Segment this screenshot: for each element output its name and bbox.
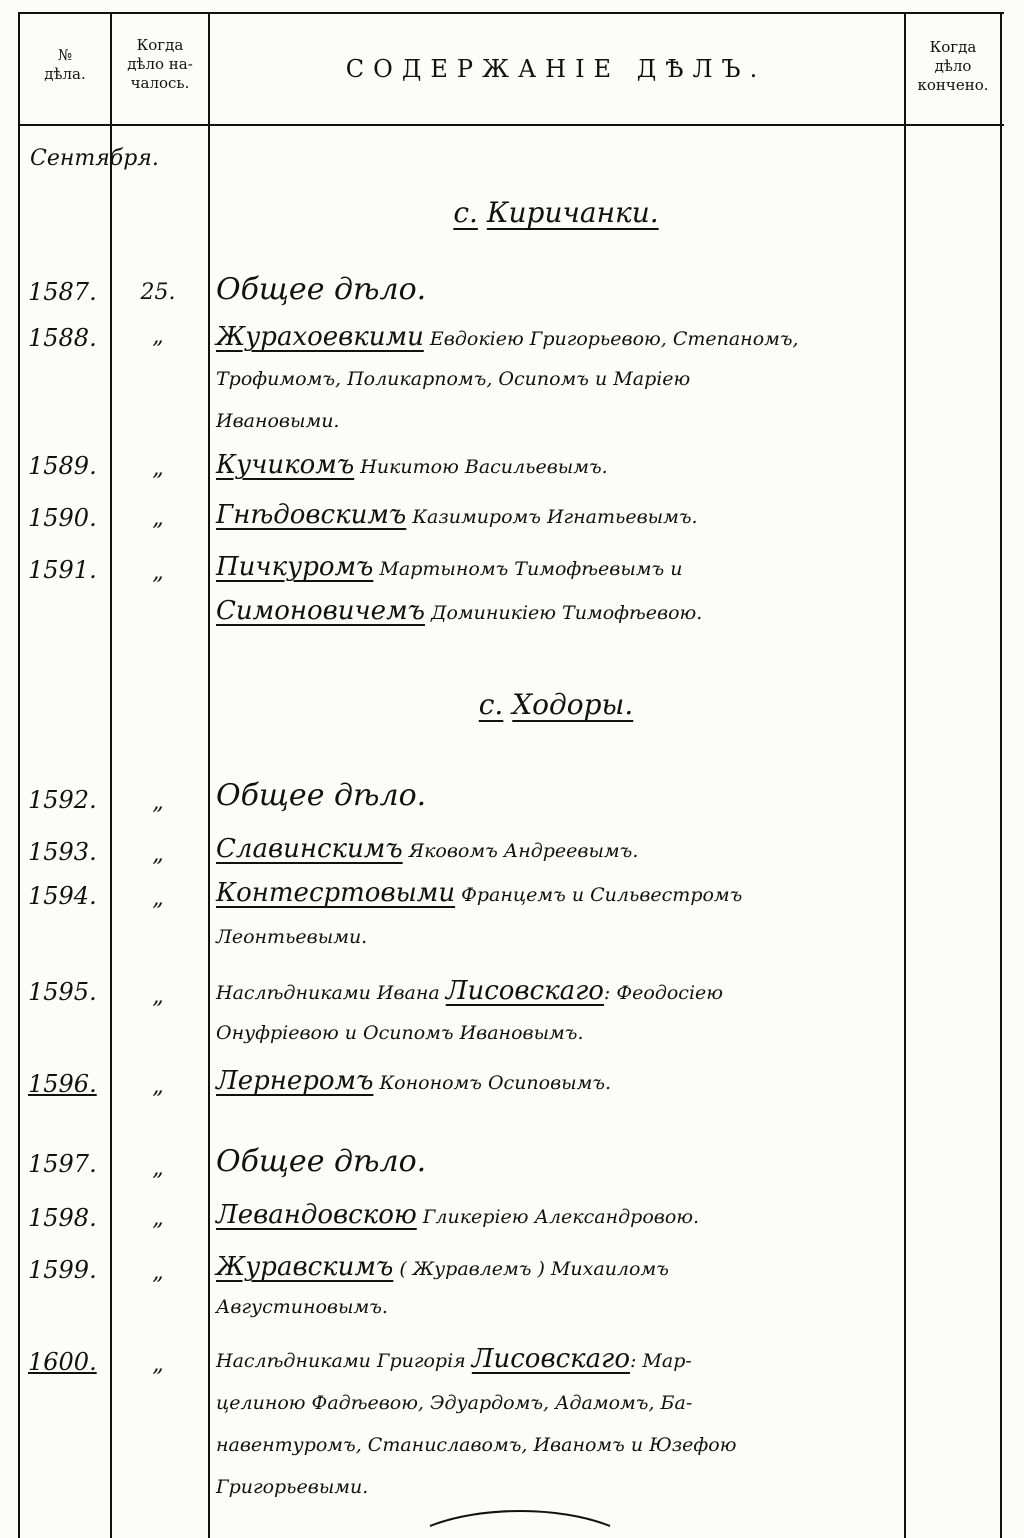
- start-day: „: [152, 456, 164, 481]
- case-number: 1599.: [28, 1256, 97, 1284]
- case-number: 1590.: [28, 504, 97, 532]
- entry-text: [216, 834, 638, 864]
- header-rule: [18, 124, 1004, 126]
- village-heading: [210, 688, 902, 721]
- entry-text: [216, 976, 723, 1006]
- case-number: 1594.: [28, 882, 97, 910]
- column-divider-number: [110, 12, 112, 1538]
- entry-continuation: Леонтьевыми.: [216, 926, 368, 948]
- start-day: „: [152, 324, 164, 349]
- case-number: 1592.: [28, 786, 97, 814]
- start-day: „: [152, 506, 164, 531]
- entry-text: [216, 322, 799, 352]
- entry-names: : Феодосіею: [603, 982, 723, 1004]
- header-start-line1: Когда: [136, 36, 184, 54]
- entry-text: [216, 1066, 611, 1096]
- entry-continuation: навентуромъ, Станиславомъ, Иваномъ и Юзефою: [216, 1434, 737, 1456]
- entry-prefix: Наслѣдниками Ивана: [216, 982, 440, 1004]
- entry-surname: Лисовскаго: [445, 976, 604, 1006]
- start-day: „: [152, 842, 164, 867]
- case-number: 1589.: [28, 452, 97, 480]
- village-prefix: с.: [453, 196, 478, 229]
- entry-surname: Пичкуромъ: [216, 552, 374, 582]
- entry-surname: Журавскимъ: [216, 1252, 394, 1282]
- case-number: 1595.: [28, 978, 97, 1006]
- top-rule: [18, 12, 1004, 14]
- entry-names: Евдокіею Григорьевою, Степаномъ,: [429, 328, 799, 350]
- entry-surname: Контесртовыми: [216, 878, 456, 908]
- entry-text: Общее дѣло.: [216, 1144, 427, 1179]
- entry-text: [216, 552, 683, 582]
- header-start: [112, 36, 208, 93]
- entry-continuation: Августиновымъ.: [216, 1296, 388, 1318]
- column-divider-end: [904, 12, 906, 1538]
- header-end: [906, 38, 1000, 95]
- entry-surname: Журахоевкими: [216, 322, 424, 352]
- village-name: Киричанки.: [486, 196, 659, 229]
- start-day: „: [152, 1352, 164, 1377]
- case-number: 1587.: [28, 278, 97, 306]
- entry-continuation: Онуфріевою и Осипомъ Ивановымъ.: [216, 1022, 584, 1044]
- start-day: 25.: [140, 280, 176, 305]
- village-prefix: с.: [478, 688, 504, 721]
- entry-text: Общее дѣло.: [216, 778, 427, 813]
- header-number-label: дѣла.: [44, 65, 86, 83]
- entry-text: [216, 450, 608, 480]
- entry-names: Гликеріею Александровою.: [422, 1206, 700, 1228]
- start-day: „: [152, 886, 164, 911]
- entry-text: [216, 1344, 692, 1374]
- header-number: [20, 46, 110, 84]
- entry-surname: Лернеромъ: [216, 1066, 374, 1096]
- header-title: СОДЕРЖАНІЕ ДѢЛЪ.: [345, 55, 767, 83]
- entry-text: Общее дѣло.: [216, 272, 427, 307]
- village-name: Ходоры.: [512, 688, 634, 721]
- entry-names: Казимиромъ Игнатьевымъ.: [412, 506, 698, 528]
- entry-names: Никитою Васильевымъ.: [360, 456, 608, 478]
- entry-surname: Симоновичемъ: [216, 596, 425, 626]
- start-day: „: [152, 1206, 164, 1231]
- entry-names: Яковомъ Андреевымъ.: [408, 840, 639, 862]
- entry-names: Доминикіею Тимофѣевою.: [431, 602, 703, 624]
- case-number: 1596.: [28, 1070, 97, 1098]
- start-day: „: [152, 984, 164, 1009]
- entry-text: [216, 878, 742, 908]
- entry-continuation: Григорьевыми.: [216, 1476, 369, 1498]
- start-day: „: [152, 1260, 164, 1285]
- case-number: 1600.: [28, 1348, 97, 1376]
- case-number: 1598.: [28, 1204, 97, 1232]
- entry-text: [216, 1200, 699, 1230]
- entry-surname: Лисовскаго: [471, 1344, 630, 1374]
- entry-names: Францемъ и Сильвестромъ: [461, 884, 743, 906]
- entry-continuation: Ивановыми.: [216, 410, 340, 432]
- entry-surname: Гнѣдовскимъ: [216, 500, 407, 530]
- left-border: [18, 12, 20, 1538]
- start-day: „: [152, 560, 164, 585]
- start-day: „: [152, 1156, 164, 1181]
- flourish-mark: [420, 1496, 620, 1536]
- village-heading: [210, 196, 902, 229]
- entry-surname: Славинскимъ: [216, 834, 403, 864]
- header-start-line3: чалось.: [130, 74, 190, 92]
- entry-names: Конономъ Осиповымъ.: [379, 1072, 612, 1094]
- entry-names: ( Журавлемъ ) Михаиломъ: [399, 1258, 669, 1280]
- start-day: „: [152, 1074, 164, 1099]
- header-end-line1: Когда: [929, 38, 977, 56]
- case-number: 1591.: [28, 556, 97, 584]
- entry-continuation: [216, 596, 702, 626]
- entry-names: Мартыномъ Тимофѣевымъ и: [379, 558, 683, 580]
- column-divider-start: [208, 12, 210, 1538]
- entry-surname: Кучикомъ: [216, 450, 355, 480]
- entry-text: [216, 1252, 669, 1282]
- entry-names: : Мар-: [629, 1350, 692, 1372]
- entry-continuation: Трофимомъ, Поликарпомъ, Осипомъ и Маріею: [216, 368, 691, 390]
- entry-surname: Левандовскою: [216, 1200, 417, 1230]
- header-end-line2: дѣло: [934, 57, 972, 75]
- entry-prefix: Наслѣдниками Григорія: [216, 1350, 466, 1372]
- header-start-line2: дѣло на-: [127, 55, 193, 73]
- case-number: 1593.: [28, 838, 97, 866]
- start-day: „: [152, 790, 164, 815]
- case-number: 1588.: [28, 324, 97, 352]
- month-label: Сентября.: [30, 146, 159, 171]
- case-number: 1597.: [28, 1150, 97, 1178]
- header-end-line3: кончено.: [917, 76, 989, 94]
- entry-continuation: целиною Фадѣевою, Эдуардомъ, Адамомъ, Ба-: [216, 1392, 693, 1414]
- right-border: [1000, 12, 1002, 1538]
- entry-text: [216, 500, 698, 530]
- header-number-symbol: №: [57, 46, 73, 64]
